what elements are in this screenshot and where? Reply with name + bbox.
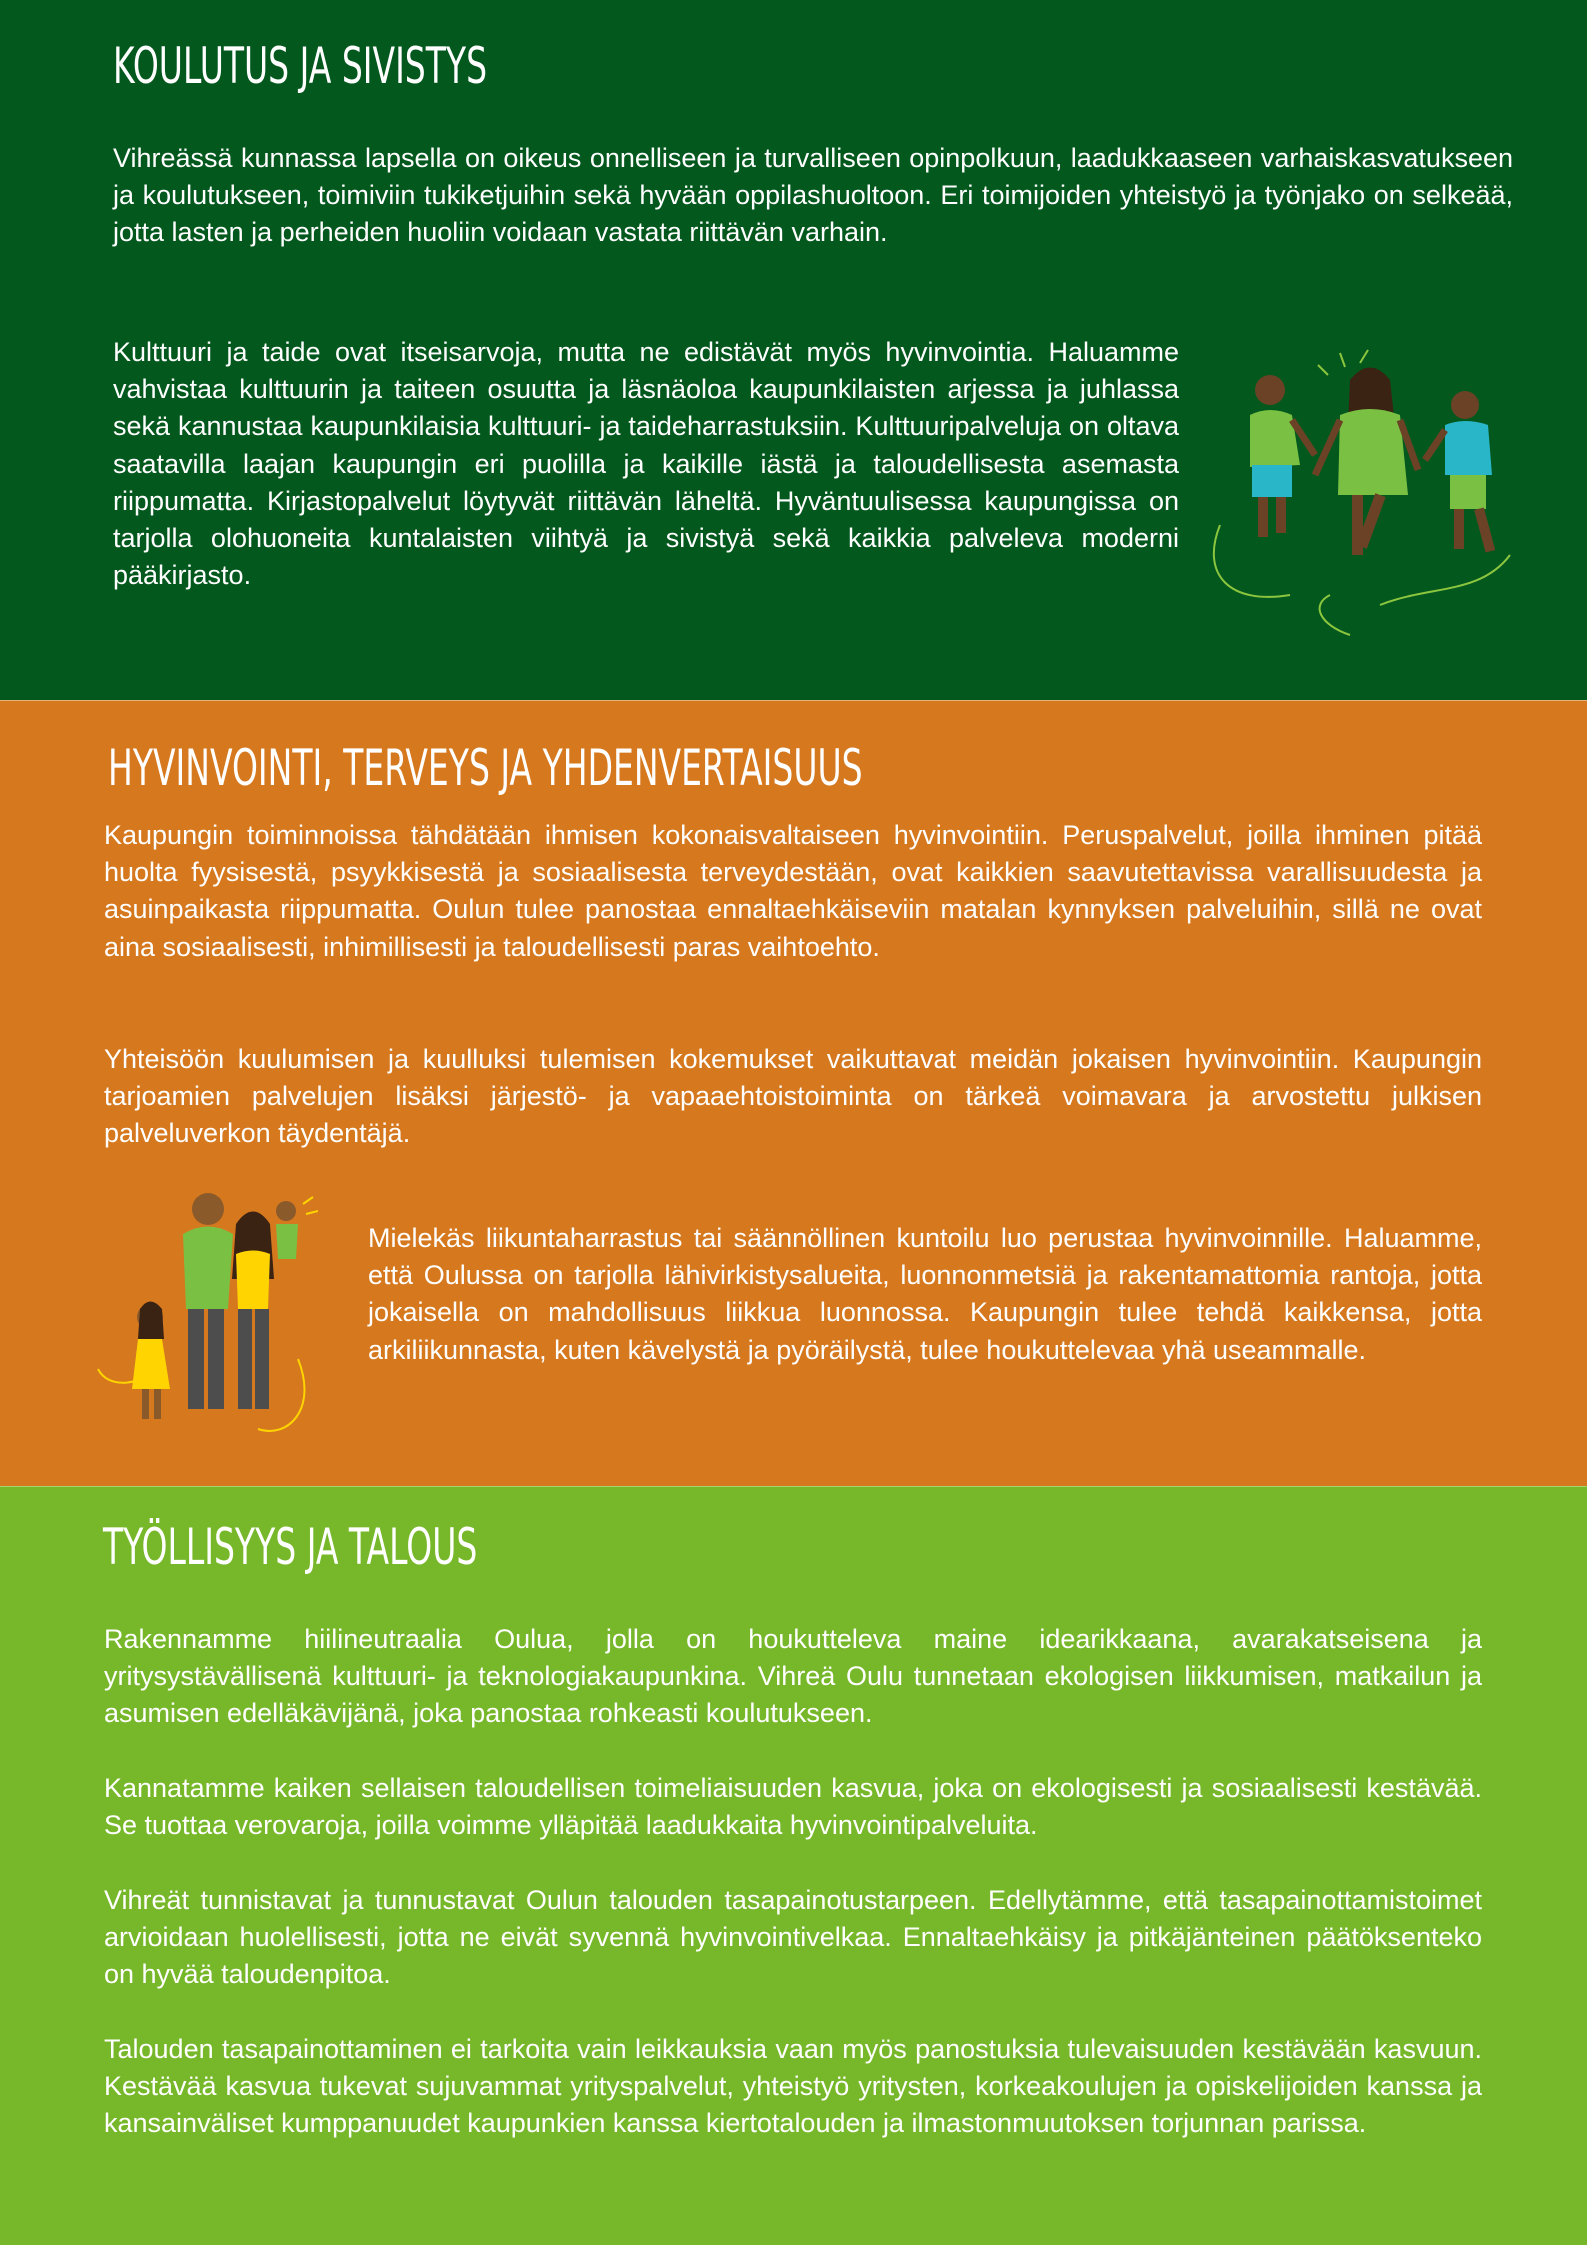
paragraph: Kannatamme kaiken sellaisen taloudellisen toimeliaisuuden kasvua, joka on ekologisesti ja sosiaalisesti kestävää. Se tuottaa verovaroja, joilla voimme ylläpitää laadukkaita hyvinvointipalveluita. [104,1773,1482,1841]
section-tyollisyys [0,1486,1587,2245]
paragraph: Vihreässä kunnassa lapsella on oikeus onnelliseen ja turvalliseen opinpolkuun, laadukkaaseen varhaiskasvatukseen ja koulutukseen, toimiviin tukiketjuihin sekä hyvään oppilashuoltoon. Eri toimijoiden yhteistyö ja työnjako on selkeää, jotta lasten ja perheiden huoliin voidaan vastata riittävän varhain. [113,143,1513,248]
running-children-illustration [1200,345,1520,645]
family-illustration [88,1189,318,1439]
paragraph: Kulttuuri ja taide ovat itseisarvoja, mutta ne edistävät myös hyvinvointia. Haluamme vahvistaa kulttuurin ja taiteen osuutta ja läsnäoloa kaupunkilaisten arjessa ja juhlassa sekä kannustaa kaupunkilaisia kulttuuri- ja taideharrastuksiin. Kulttuuripalveluja on oltava saatavilla laajan kaupungin eri puolilla ja kaikille iästä ja taloudellisesta asemasta riippumatta. Kirjastopalvelut löytyvät riittävän läheltä. Hyväntuulisessa kaupungissa on tarjolla olohuoneita kuntalaisten viihtyä ja sivistyä sekä kaikkia palveleva moderni pääkirjasto. [113,337,1179,591]
section-title: TYÖLLISYYS JA TALOUS [103,1518,478,1576]
section-koulutus [0,0,1587,700]
paragraph: Vihreät tunnistavat ja tunnustavat Oulun talouden tasapainotustarpeen. Edellytämme, että tasapainottamistoimet arvioidaan huolellisesti, jotta ne eivät syvennä hyvinvointivelkaa. Ennaltaehkäisy ja pitkäjänteinen päätöksenteko on hyvää taloudenpitoa. [104,1885,1482,1990]
section-title: HYVINVOINTI, TERVEYS JA YHDENVERTAISUUS [108,739,863,797]
paragraph: Yhteisöön kuulumisen ja kuulluksi tulemisen kokemukset vaikuttavat meidän jokaisen hyvinvointiin. Kaupungin tarjoamien palvelujen lisäksi järjestö- ja vapaaehtoistoiminta on tärkeä voimavara ja arvostettu julkisen palveluverkon täydentäjä. [104,1044,1482,1149]
paragraph: Mielekäs liikuntaharrastus tai säännöllinen kuntoilu luo perustaa hyvinvoinnille. Haluamme, että Oulussa on tarjolla lähivirkistysalueita, luonnonmetsiä ja rakentamattomia rantoja, jotta jokaisella on mahdollisuus liikkua luonnossa. Kaupungin tulee tehdä kaikkensa, jotta arkiliikunnasta, kuten kävelystä ja pyöräilystä, tulee houkuttelevaa yhä useammalle. [368,1223,1482,1365]
section-title: KOULUTUS JA SIVISTYS [113,37,488,95]
paragraph: Rakennamme hiilineutraalia Oulua, jolla on houkutteleva maine idearikkaana, avarakatseisena ja yritysystävällisenä kulttuuri- ja teknologiakaupunkina. Vihreä Oulu tunnetaan ekologisen liikkumisen, matkailun ja asumisen edelläkävijänä, joka panostaa rohkeasti koulutukseen. [104,1624,1482,1729]
paragraph: Kaupungin toiminnoissa tähdätään ihmisen kokonaisvaltaiseen hyvinvointiin. Peruspalvelut, joilla ihminen pitää huolta fyysisestä, psyykkisestä ja sosiaalisesta terveydestään, ovat kaikkien saavutettavissa varallisuudesta ja asuinpaikasta riippumatta. Oulun tulee panostaa ennaltaehkäiseviin matalan kynnyksen palveluihin, sillä ne ovat aina sosiaalisesti, inhimillisesti ja taloudellisesti paras vaihtoehto. [104,820,1482,962]
paragraph: Talouden tasapainottaminen ei tarkoita vain leikkauksia vaan myös panostuksia tulevaisuuden kestävään kasvuun. Kestävää kasvua tukevat sujuvammat yrityspalvelut, yhteistyö yritysten, korkeakoulujen ja opiskelijoiden kanssa ja kansainväliset kumppanuudet kaupunkien kanssa kiertotalouden ja ilmastonmuutoksen torjunnan parissa. [104,2034,1482,2139]
section-hyvinvointi [0,700,1587,1486]
